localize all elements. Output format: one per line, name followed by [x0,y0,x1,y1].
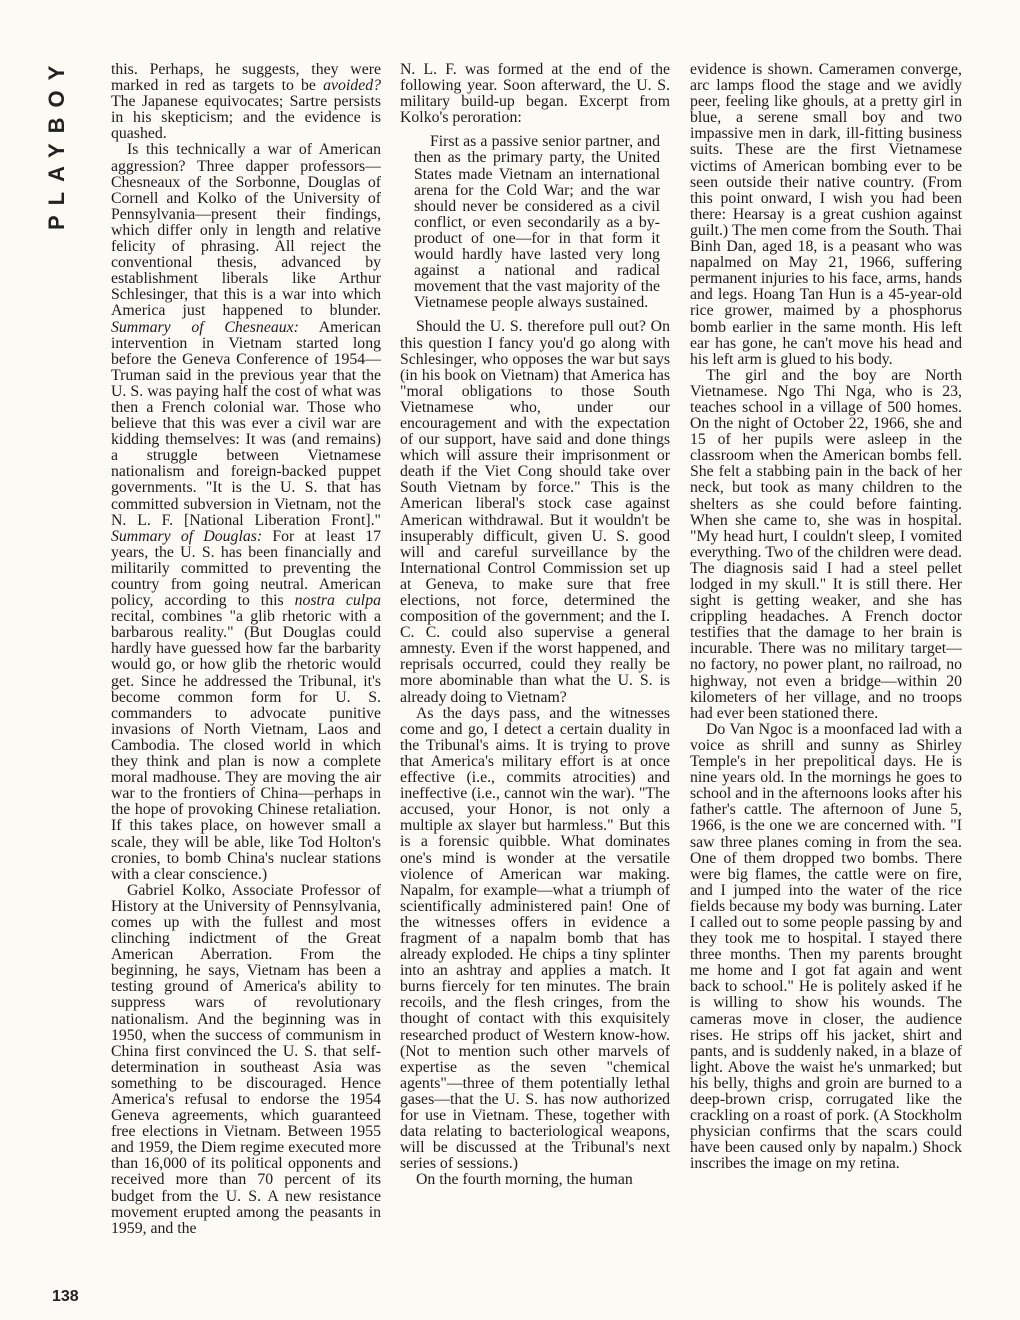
magazine-name: PLAYBOY [44,55,69,230]
paragraph: N. L. F. was formed at the end of the following year. Soon afterward, the U. S. military build-up began. Excerpt from Kolko's peroration: [400,62,670,127]
paragraph: Gabriel Kolko, Associate Professor of History at the University of Pennsylvania, comes up with the fullest and most clinching indictment of the Great American Aberration. From the beginning, he says, Vietnam has been a testing ground of America's ability to suppress wars of revolutionary nationalism. And the beginning was in 1950, when the success of communism in China first convinced the U. S. that self-determination in southeast Asia was something to be discouraged. Hence America's refusal to endorse the 1954 Geneva agreements, which guaranteed free elections in Vietnam. Between 1955 and 1959, the Diem regime executed more than 16,000 of its political opponents and received more than 70 percent of its budget from the U. S. A new resistance movement erupted among the peasants in 1959, and the [111,881,381,1237]
paragraph: On the fourth morning, the human [416,1171,633,1189]
paragraph: Do Van Ngoc is a moonfaced lad with a voice as shrill and sunny as Shirley Temple's in her prepolitical days. He is nine years old. In the mornings he goes to school and in the afternoons looks after his father's cattle. The afternoon of June 5, 1966, is the one we are concerned with. "I saw three planes coming in from the sea. One of them dropped two bombs. There were big flames, the cattle were on fire, and I jumped into the water of the rice fields because my body was burning. Later I called out to some people passing by and they took me to hospital. I stayed there three months. Then my parents brought me home and I got fat again and went back to school." He is politely asked if he is willing to show his wounds. The cameras move in closer, the audience rises. He strips off his jacket, shirt and pants, and is suddenly naked, in a blaze of light. Above the waist he's unmarked; but his belly, thighs and groin are burned to a deep-brown crisp, corrugated like the crackling on a roast of pork. (A Stockholm physician confirms that the scars could have been caused only by napalm.) Shock inscribes the image on my retina. [690,720,962,1173]
paragraph: As the days pass, and the witnesses come and go, I detect a certain duality in the Tribunal's aims. It is trying to prove that America's military effort is at once effective (i.e., commits atrocities) and ineffective (i.e., cannot win the war). "The accused, your Honor, is not only a multiple ax slayer but harmless." But this is a forensic quibble. What dominates one's mind is wonder at the versatile violence of American war making. Napalm, for example—what a triumph of scientifically administered pain! One of the witnesses offers in evidence a fragment of a napalm bomb that has already exploded. He chips a tiny splinter into an ashtray and applies a match. It burns fiercely for ten minutes. The brain recoils, and the flesh cringes, from the thought of contact with this exquisitely researched product of Western know-how. (Not to mention such other marvels of expertise as the seven "chemical agents"—three of them potentially lethal gases—that the U. S. has now authorized for use in Vietnam. These, together with data relating to bacteriological weapons, will be discussed at the Tribunal's next series of sessions.) [400,704,670,1173]
paragraph: Should the U. S. therefore pull out? On this question I fancy you'd go along with Schlesinger, who opposes the war but says (in his book on Vietnam) that America has "moral obligations to those South Vietnamese who, under our encouragement and with the expectation of our support, have said and done things which will assure their imprisonment or death if the Viet Cong should take over South Vietnam by force." This is the American liberal's stock case against American withdrawal. But it wouldn't be insuperably difficult, given U. S. good will and careful surveillance by the International Control Commission set up at Geneva, to make sure that free elections, not force, determined the composition of the government; and the I. C. C. could also supervise a general amnesty. Even if the worst happened, and reprisals occurred, could they really be more abominable than what the U. S. is already doing to Vietnam? [400,318,670,706]
paragraph: Is this technically a war of American aggression? Three dapper professors—Chesneaux of the Sorbonne, Douglas of Cornell and Kolko of the University of Pennsylvania—present their findings, which differ only in length and relative felicity of phrasing. All reject the conventional thesis, advanced by establishment liberals like Arthur Schlesinger, that this is a war into which America just happened to blunder. Summary of Chesneaux: American intervention in Vietnam started long before the Geneva Conference of 1954—Truman said in the previous year that the U. S. was paying half the cost of what was then a French colonial war. Those who believe that this was ever a civil war are kidding themselves: It was (and remains) a struggle between Vietnamese nationalism and foreign-backed puppet governments. "It is the U. S. that has committed subversion in Vietnam, not the N. L. F. [National Liberation Front]." Summary of Douglas: For at least 17 years, the U. S. has been financially and militarily committed to preventing the country from going neutral. American policy, according to this nostra culpa recital, combines "a glib rhetoric with a barbarous reality." (But Douglas could hardly have guessed how far the barbarity would go, or how glib the rhetoric would get. Since he addressed the Tribunal, it's become common form for U. S. commanders to advocate punitive invasions of North Vietnam, Laos and Cambodia. The closed world in which they think and plan is now a complete moral madhouse. They are moving the air war to the frontiers of China—perhaps in the hope of provoking Chinese retaliation. If this takes place, on however small a scale, they will be able, like Tod Holton's cronies, to bomb China's nuclear stations with a clear conscience.) [111,141,381,883]
paragraph: this. Perhaps, he suggests, they were marked in red as targets to be avoided? The Japanese equivocates; Sartre persists in his skepticism; and the evidence is quashed. [111,62,381,143]
magazine-name-vertical [44,48,84,228]
paragraph: The girl and the boy are North Vietnamese. Ngo Thi Nga, who is 23, teaches school in a village of 500 homes. On the night of October 22, 1966, she and 15 of her pupils were asleep in the classroom when the American bombs fell. She felt a stabbing pain in the back of her neck, but took as many children to the shelters as she could before fainting. When she came to, she was in hospital. "My head hurt, I couldn't sleep, I vomited everything. Two of the children were dead. The diagnosis said I had a steel pellet lodged in my skull." It is still there. Her sight is getting weaker, and she has crippling headaches. A French doctor testifies that the damage to her brain is incurable. There was no military target—no factory, no power plant, no railroad, no highway, not even a bridge—within 20 kilometers of her village, and no troops had ever been stationed there. [690,366,962,722]
paragraph: evidence is shown. Cameramen converge, arc lamps flood the stage and we avidly peer, feeling like ghouls, at a pretty girl in blue, a serene small boy and two impassive men in dark, ill-fitting business suits. These are the first Vietnamese victims of American bombing ever to be seen outside their native country. (From this point onward, I wish you had been there: Hearsay is a great cushion against guilt.) The men come from the South. Thai Binh Dan, aged 18, is a peasant who was napalmed on May 21, 1966, suffering permanent injuries to his face, arms, hands and legs. Hoang Tan Hun is a 45-year-old rice grower, maimed by a phosphorus bomb earlier in the same month. His left ear has gone, he can't move his head and his left arm is glued to his body. [690,62,962,368]
page-number: 138 [52,1288,79,1305]
text-column-1 [111,62,381,1312]
text-column-3 [690,62,962,1312]
block-quote: First as a passive senior partner, and then as the primary party, the United States made Vietnam an international arena for the Cold War; and the war should never be considered as a civil conflict, or even secondarily as a by-product of one—for in that form it would hardly have lasted very long against a national and radical movement that the vast majority of the Vietnamese people always sustained. [414,133,660,312]
text-column-2 [400,62,670,1312]
